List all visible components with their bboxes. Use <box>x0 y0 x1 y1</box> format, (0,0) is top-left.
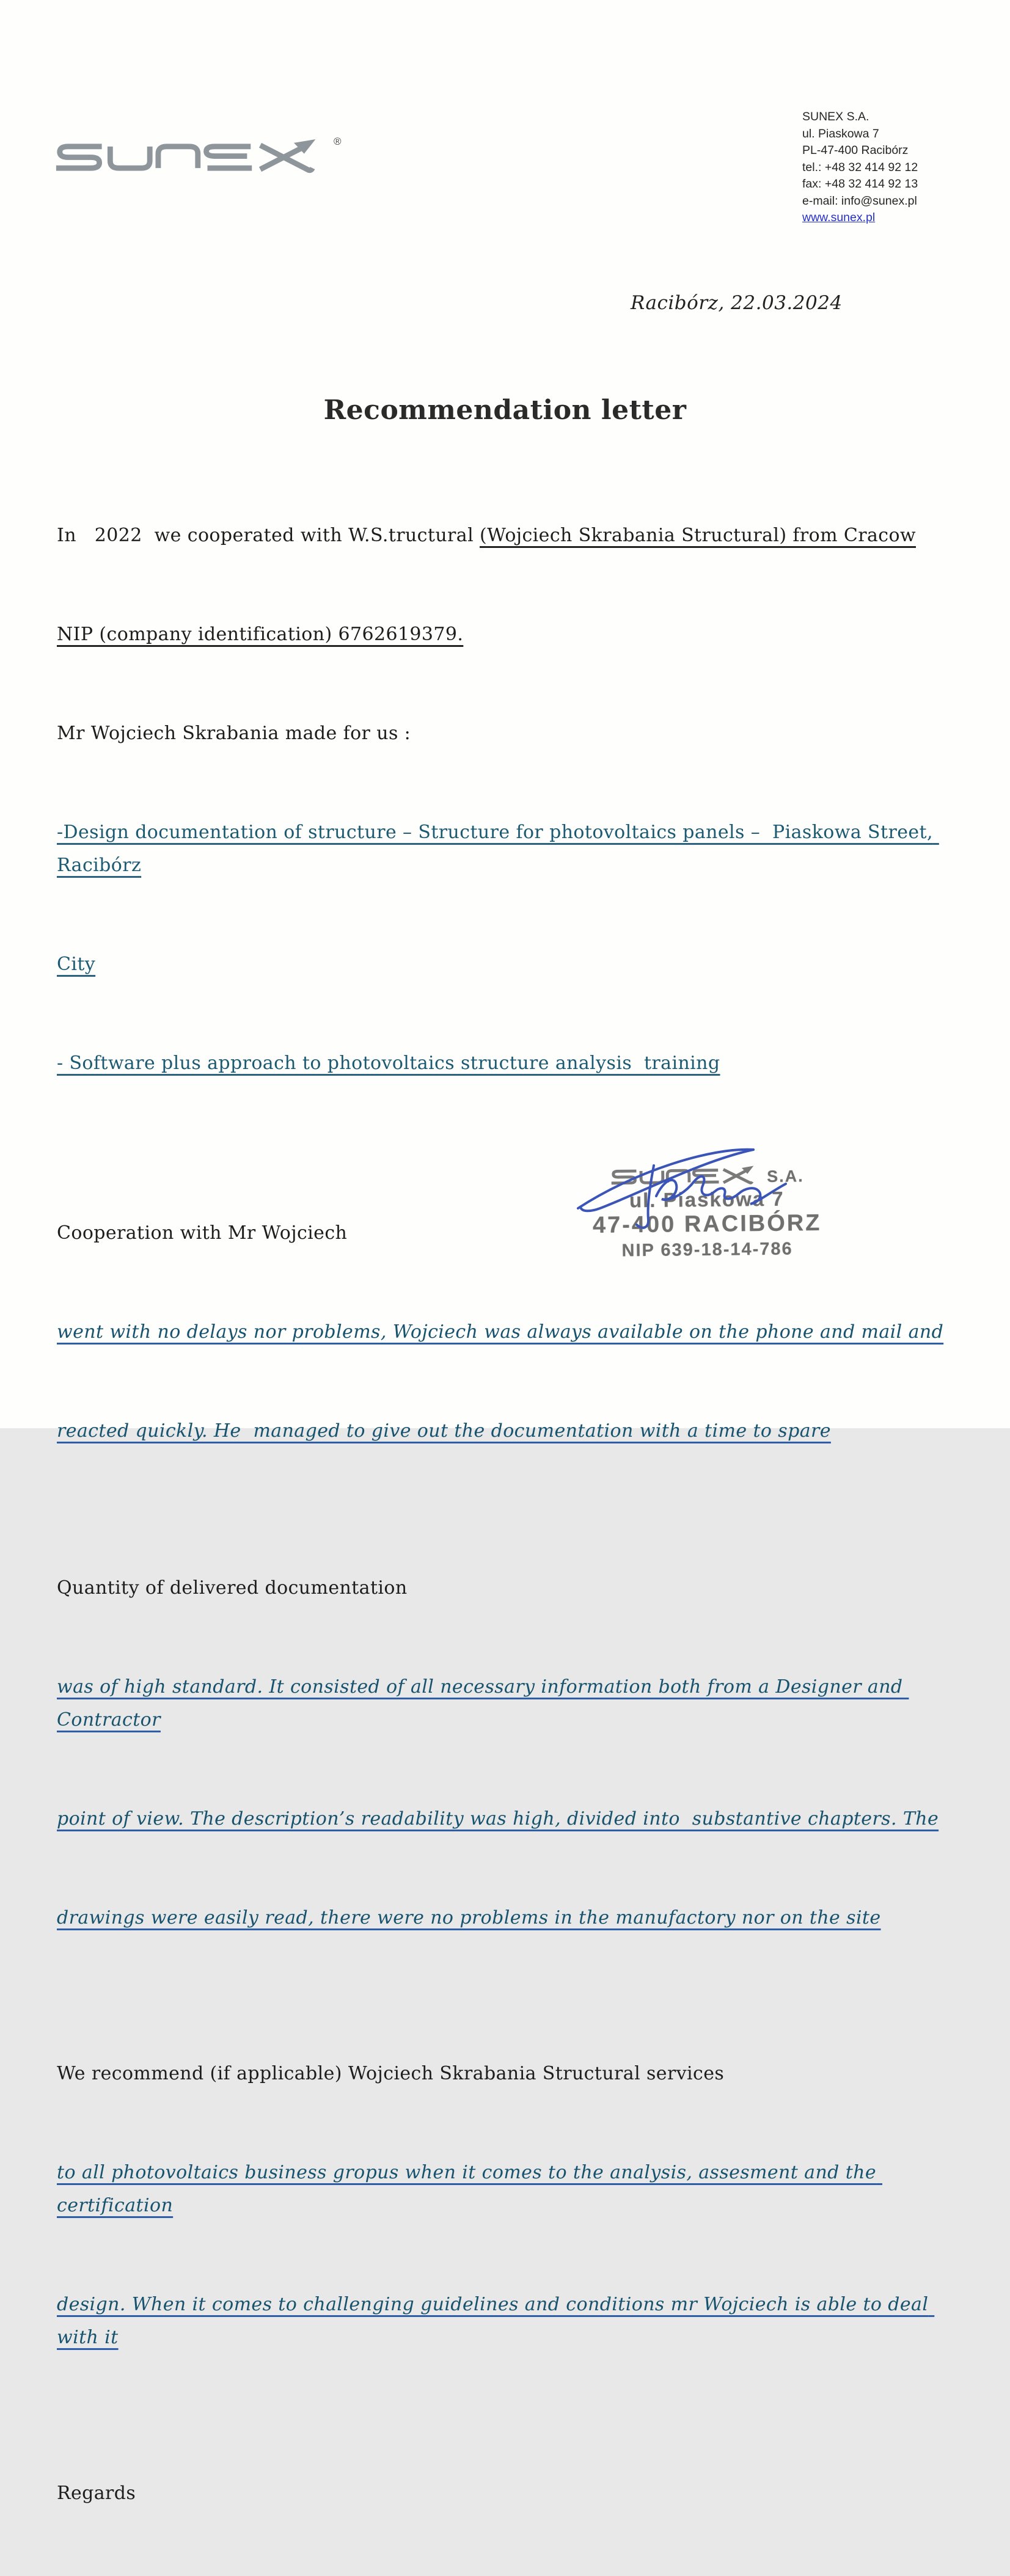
handwritten-signature <box>543 1134 830 1262</box>
letterhead-city: PL-47-400 Racibórz <box>802 144 909 157</box>
quantity-heading: Quantity of delivered documentation <box>57 1577 408 1599</box>
intro-underlined: (Wojciech Skrabania Structural) from Cracow <box>480 525 916 546</box>
letterhead-address-block <box>802 109 918 227</box>
registered-trademark-icon: ® <box>334 136 342 147</box>
quantity-line-1: was of high standard. It consisted of all necessary information both from a Designer and Contractor <box>57 1676 909 1731</box>
stamp-city: 47-400 RACIBÓRZ <box>592 1210 822 1238</box>
intro-line <box>57 519 958 552</box>
recommend-heading: We recommend (if applicable) Wojciech Skrabania Structural services <box>57 2063 725 2084</box>
quantity-line-2: point of view. The description’s readability was high, divided into substantive chapters. The <box>57 1808 939 1830</box>
nip-line: NIP (company identification) 6762619379. <box>57 624 464 645</box>
cooperation-line-1: went with no delays nor problems, Wojciech was always available on the phone and mail and <box>57 1321 944 1343</box>
document-title: Recommendation letter <box>323 395 687 426</box>
intro-plain: In 2022 we cooperated with W.S.tructural <box>57 525 480 546</box>
letterhead-company: SUNEX S.A. <box>802 110 869 123</box>
letterhead-street: ul. Piaskowa 7 <box>802 126 879 140</box>
stamp-street: ul. Piaskowa 7 <box>629 1187 785 1212</box>
cooperation-heading: Cooperation with Mr Wojciech <box>57 1222 348 1244</box>
sunex-logo-icon <box>53 138 329 177</box>
work-item-1-line-1: -Design documentation of structure – Structure for photovoltaics panels – Piaskowa Street, Racibórz <box>57 822 939 876</box>
letterhead-fax: fax: +48 32 414 92 13 <box>802 177 918 191</box>
work-item-1-line-2: City <box>57 954 96 975</box>
regards-line: Regards <box>57 2483 136 2504</box>
recommend-line-1: to all photovoltaics business gropus when it comes to the analysis, assesment and the certification <box>57 2162 882 2216</box>
made-for-us-line: Mr Wojciech Skrabania made for us : <box>57 723 411 744</box>
letterhead-email: e-mail: info@sunex.pl <box>802 194 917 208</box>
dateline: Racibórz, 22.03.2024 <box>631 292 843 314</box>
stamp-company-suffix: S.A. <box>766 1167 804 1186</box>
stamp-nip: NIP 639-18-14-786 <box>621 1239 793 1261</box>
letter-body <box>57 453 958 2576</box>
quantity-line-3: drawings were easily read, there were no problems in the manufactory nor on the site <box>57 1907 881 1928</box>
work-item-2: - Software plus approach to photovoltaics structure analysis training <box>57 1053 720 1074</box>
recommend-line-2: design. When it comes to challenging guidelines and conditions mr Wojciech is able to deal with it <box>57 2294 935 2348</box>
website-link[interactable]: www.sunex.pl <box>802 211 876 224</box>
cooperation-line-2: reacted quickly. He managed to give out the documentation with a time to spare <box>57 1420 831 1442</box>
letterhead-tel: tel.: +48 32 414 92 12 <box>802 160 918 174</box>
